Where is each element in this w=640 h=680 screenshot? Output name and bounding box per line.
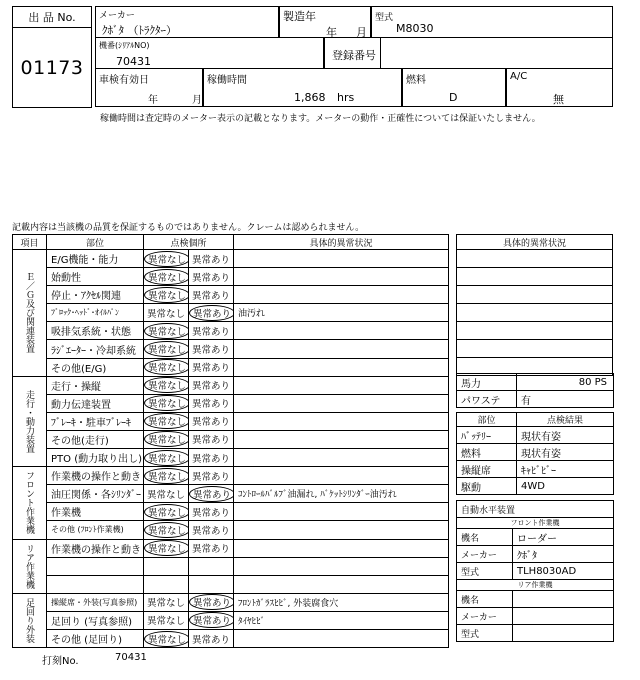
part-name: PTO (動力取り出し) [47,449,144,467]
status-abnormal-cell [189,575,234,593]
status-abnormal-cell [189,340,234,358]
detail-text [234,539,449,557]
status-normal-cell [144,430,189,448]
rear-maker-label: メーカー [457,608,513,625]
front-maker-value: ｸﾎﾞﾀ [513,546,614,563]
part-name: 作業機の操作と動き [47,539,144,557]
status-normal: 異常なし [144,631,189,647]
status-abnormal: 異常あり [192,254,231,266]
part-name: 始動性 [47,268,144,286]
part-name: 足回り (写真参照) [47,611,144,629]
status-abnormal: 異常あり [192,326,231,338]
status-abnormal-cell [189,449,234,467]
specs-table [456,373,614,408]
parts-result: 4WD [517,478,614,495]
parts-row [457,444,614,461]
part-name: 操縦席・外装(写真参照) [47,593,144,611]
inspection-row [13,304,449,322]
detail-text [234,430,449,448]
spec-row-powersteering [457,391,614,408]
parts-row [457,461,614,478]
status-normal: 異常なし [144,269,189,285]
status-abnormal-cell [189,304,234,322]
detail-text: ｺﾝﾄﾛｰﾙﾊﾞﾙﾌﾞ油漏れ, ﾊﾞｹｯﾄｼﾘﾝﾀﾞｰ油汚れ [234,485,449,503]
status-normal: 異常なし [144,377,189,393]
parts-row [457,427,614,444]
status-abnormal: 異常あり [192,507,231,519]
detail-text [234,412,449,430]
header-part: 部位 [47,235,144,250]
status-normal-cell [144,575,189,593]
inspection-row [13,376,449,394]
status-normal-cell [144,286,189,304]
status-abnormal: 異常あり [192,381,231,393]
inspection-row [13,449,449,467]
status-abnormal-cell [189,629,234,647]
auto-level-label: 自動水平装置 [457,501,614,518]
model-value: M8030 [396,22,434,35]
status-abnormal-cell [189,557,234,575]
status-normal-cell [144,485,189,503]
part-name [47,575,144,593]
inspection-row [13,286,449,304]
hours-label: 稼働時間 [207,75,247,86]
status-abnormal: 異常あり [192,272,231,284]
ac-label: A/C [510,71,528,82]
status-normal: 異常なし [147,598,186,610]
status-abnormal: 異常あり [192,399,231,411]
status-abnormal: 異常あり [192,634,231,646]
status-normal-cell [144,412,189,430]
inspection-row [13,629,449,647]
parts-part: 燃料 [457,444,517,461]
rear-name-label: 機名 [457,591,513,608]
inspection-year: 年 [148,95,158,106]
status-abnormal-cell [189,539,234,557]
rear-model-label: 型式 [457,625,513,642]
status-abnormal-cell [189,394,234,412]
part-name: ﾌﾞﾛｯｸ･ﾍｯﾄﾞ･ｵｲﾙﾊﾟﾝ [47,304,144,322]
status-normal-cell [144,322,189,340]
part-name: その他(走行) [47,430,144,448]
front-maker-label: メーカー [457,546,513,563]
status-abnormal-cell [189,430,234,448]
detail-text: 油汚れ [234,304,449,322]
rear-model-value [513,625,614,642]
status-normal-cell [144,394,189,412]
detail-text [234,629,449,647]
detail-text [234,322,449,340]
parts-part: 駆動 [457,478,517,495]
inspection-row [13,539,449,557]
detail-text [234,467,449,485]
maker-value: ｸﾎﾞﾀ （ﾄﾗｸﾀｰ） [102,24,177,37]
status-abnormal-cell [189,358,234,376]
status-normal: 異常なし [144,540,189,556]
status-normal-cell [144,611,189,629]
inspection-row [13,358,449,376]
model-label: 型式 [375,13,394,23]
part-name: 作業機の操作と動き [47,467,144,485]
status-normal: 異常なし [147,308,186,320]
category-label: 足回り外装 [13,593,47,647]
serial-cell [95,37,324,69]
status-normal: 異常なし [144,431,189,447]
stamp-label: 打刻No. [42,656,79,667]
front-name-value: ローダー [513,529,614,546]
status-abnormal: 異常あり [189,486,234,502]
inspection-row [13,268,449,286]
status-normal: 異常なし [144,359,189,375]
status-normal-cell [144,521,189,539]
part-name: 動力伝達装置 [47,394,144,412]
parts-result: ｷｬﾋﾞﾋﾞｰ [517,461,614,478]
part-name: ﾗｼﾞｴｰﾀｰ・冷却系統 [47,340,144,358]
detail-text [234,268,449,286]
status-normal-cell [144,629,189,647]
status-normal: 異常なし [144,450,189,466]
month-suffix: 月 [356,26,367,39]
detail-text [234,250,449,268]
detail-text: ﾀｲﾔﾋﾋﾞ [234,611,449,629]
rear-attachment-title: リア作業機 [457,580,614,591]
inspection-row [13,611,449,629]
part-name: 作業機 [47,503,144,521]
inspection-cell [95,68,203,107]
inspection-row [13,503,449,521]
year-suffix: 年 [326,26,337,39]
status-normal-cell [144,449,189,467]
status-normal-cell [144,503,189,521]
front-model-value: TLH8030AD [513,563,614,580]
header-item: 項目 [13,235,47,250]
status-normal: 異常なし [144,287,189,303]
status-normal: 異常なし [144,251,189,267]
inspection-row [13,340,449,358]
year-cell [279,6,371,38]
status-normal: 異常なし [144,323,189,339]
category-label: 走行・動力装置 [13,376,47,466]
status-normal-cell [144,250,189,268]
status-abnormal-cell [189,412,234,430]
inspection-row [13,521,449,539]
status-abnormal-cell [189,286,234,304]
status-abnormal: 異常あり [189,612,234,628]
inspection-row [13,322,449,340]
inspection-month: 月 [192,95,202,106]
year-label: 製造年 [283,10,316,23]
registration-cell [324,37,613,69]
part-name [47,557,144,575]
status-normal-cell [144,304,189,322]
inspection-row [13,485,449,503]
status-abnormal-cell [189,376,234,394]
status-abnormal-cell [189,593,234,611]
model-cell [371,6,613,38]
status-abnormal: 異常あり [192,363,231,375]
parts-part: 操縦席 [457,461,517,478]
detail-text [234,286,449,304]
hours-cell [203,68,402,107]
status-abnormal-cell [189,485,234,503]
status-abnormal: 異常あり [189,305,234,321]
maker-label: メーカー [99,11,135,21]
status-normal-cell [144,358,189,376]
status-abnormal-cell [189,521,234,539]
inspection-table [12,234,449,648]
inspection-row [13,593,449,611]
detail-text [234,340,449,358]
ac-cell [506,68,613,107]
lot-no-label: 出 品 No. [12,6,92,28]
front-name-label: 機名 [457,529,513,546]
maker-cell [95,6,279,38]
disclaimer: 記載内容は当該機の品質を保証するものではありません。クレームは認められません。 [12,223,365,233]
parts-table [456,412,614,495]
detail-text: ﾌﾛﾝﾄｶﾞﾗｽﾋﾋﾞ, 外装腐食穴 [234,593,449,611]
spec-value: 有 [517,391,614,408]
inspection-row [13,575,449,593]
hours-note: 稼働時間は査定時のメーター表示の記載となります。メーターの動作・正確性については保証いたしません。 [100,114,541,124]
attachment-table [456,500,614,642]
hours-unit: hrs [337,91,355,104]
status-normal: 異常なし [144,395,189,411]
inspection-row [13,557,449,575]
status-normal-cell [144,557,189,575]
inspection-row [13,430,449,448]
status-abnormal: 異常あり [192,544,231,556]
status-normal-cell [144,340,189,358]
category-label: フロント作業機 [13,467,47,539]
status-abnormal: 異常あり [192,525,231,537]
part-name: E/G機能・能力 [47,250,144,268]
status-normal: 異常なし [147,489,186,501]
inspection-row [13,467,449,485]
parts-header-part: 部位 [457,413,517,427]
status-abnormal: 異常あり [189,594,234,610]
part-name: ﾌﾞﾚｰｷ・駐車ﾌﾞﾚｰｷ [47,412,144,430]
status-abnormal: 異常あり [192,453,231,465]
header-detail: 具体的異常状況 [234,235,449,250]
status-normal: 異常なし [144,468,189,484]
status-abnormal: 異常あり [192,417,231,429]
front-attachment-title: フロント作業機 [457,518,614,529]
parts-row [457,478,614,495]
status-abnormal-cell [189,322,234,340]
rear-maker-value [513,608,614,625]
status-normal: 異常なし [144,522,189,538]
serial-label: 機番(ｼﾘｱﾙNO) [99,41,150,50]
status-abnormal: 異常あり [192,435,231,447]
status-abnormal: 異常あり [192,471,231,483]
status-normal-cell [144,593,189,611]
parts-result: 現状有姿 [517,427,614,444]
category-label: リア作業機 [13,539,47,593]
serial-value: 70431 [116,55,151,68]
spec-label: パワステ [457,391,517,408]
part-name: その他(E/G) [47,358,144,376]
status-normal-cell [144,539,189,557]
status-abnormal-cell [189,611,234,629]
inspection-label: 車検有効日 [99,75,149,86]
hours-value: 1,868 [294,91,326,104]
right-detail-header: 具体的異常状況 [457,235,613,250]
parts-header-result: 点検結果 [517,413,614,427]
status-abnormal-cell [189,503,234,521]
status-abnormal-cell [189,250,234,268]
status-normal: 異常なし [144,413,189,429]
inspection-row [13,412,449,430]
detail-text [234,358,449,376]
detail-text [234,557,449,575]
stamp-value: 70431 [115,652,147,663]
status-normal: 異常なし [144,341,189,357]
spec-label: 馬力 [457,374,517,391]
status-normal: 異常なし [144,504,189,520]
status-abnormal: 異常あり [192,290,231,302]
status-abnormal-cell [189,467,234,485]
spec-value: 80 PS [517,374,614,391]
detail-text [234,449,449,467]
part-name: 走行・操縦 [47,376,144,394]
fuel-value: D [449,91,458,104]
front-model-label: 型式 [457,563,513,580]
detail-text [234,394,449,412]
status-abnormal: 異常あり [192,345,231,357]
right-detail-table [456,234,613,376]
status-normal-cell [144,376,189,394]
part-name: その他 (足回り) [47,629,144,647]
inspection-header-row [13,235,449,250]
status-normal-cell [144,467,189,485]
rear-name-value [513,591,614,608]
part-name: 吸排気系統・状態 [47,322,144,340]
status-abnormal-cell [189,268,234,286]
parts-part: ﾊﾞｯﾃﾘｰ [457,427,517,444]
fuel-label: 燃料 [406,75,426,86]
parts-result: 現状有姿 [517,444,614,461]
inspection-row [13,250,449,268]
header-check: 点検個所 [144,235,234,250]
ac-value: 無 [553,93,564,106]
fuel-cell [402,68,506,107]
lot-no-value: 01173 [12,28,92,108]
detail-text [234,376,449,394]
detail-text [234,503,449,521]
status-normal: 異常なし [147,616,186,628]
part-name: 油圧関係・各ｼﾘﾝﾀﾞｰ [47,485,144,503]
detail-text [234,521,449,539]
registration-label: 登録番号 [332,49,376,62]
part-name: その他 (ﾌﾛﾝﾄ作業機) [47,521,144,539]
category-label: Ｅ／Ｇ及び関連装置 [13,250,47,377]
spec-row-horsepower [457,374,614,391]
inspection-row [13,394,449,412]
part-name: 停止・ｱｸｾﾙ関連 [47,286,144,304]
detail-text [234,575,449,593]
status-normal-cell [144,268,189,286]
